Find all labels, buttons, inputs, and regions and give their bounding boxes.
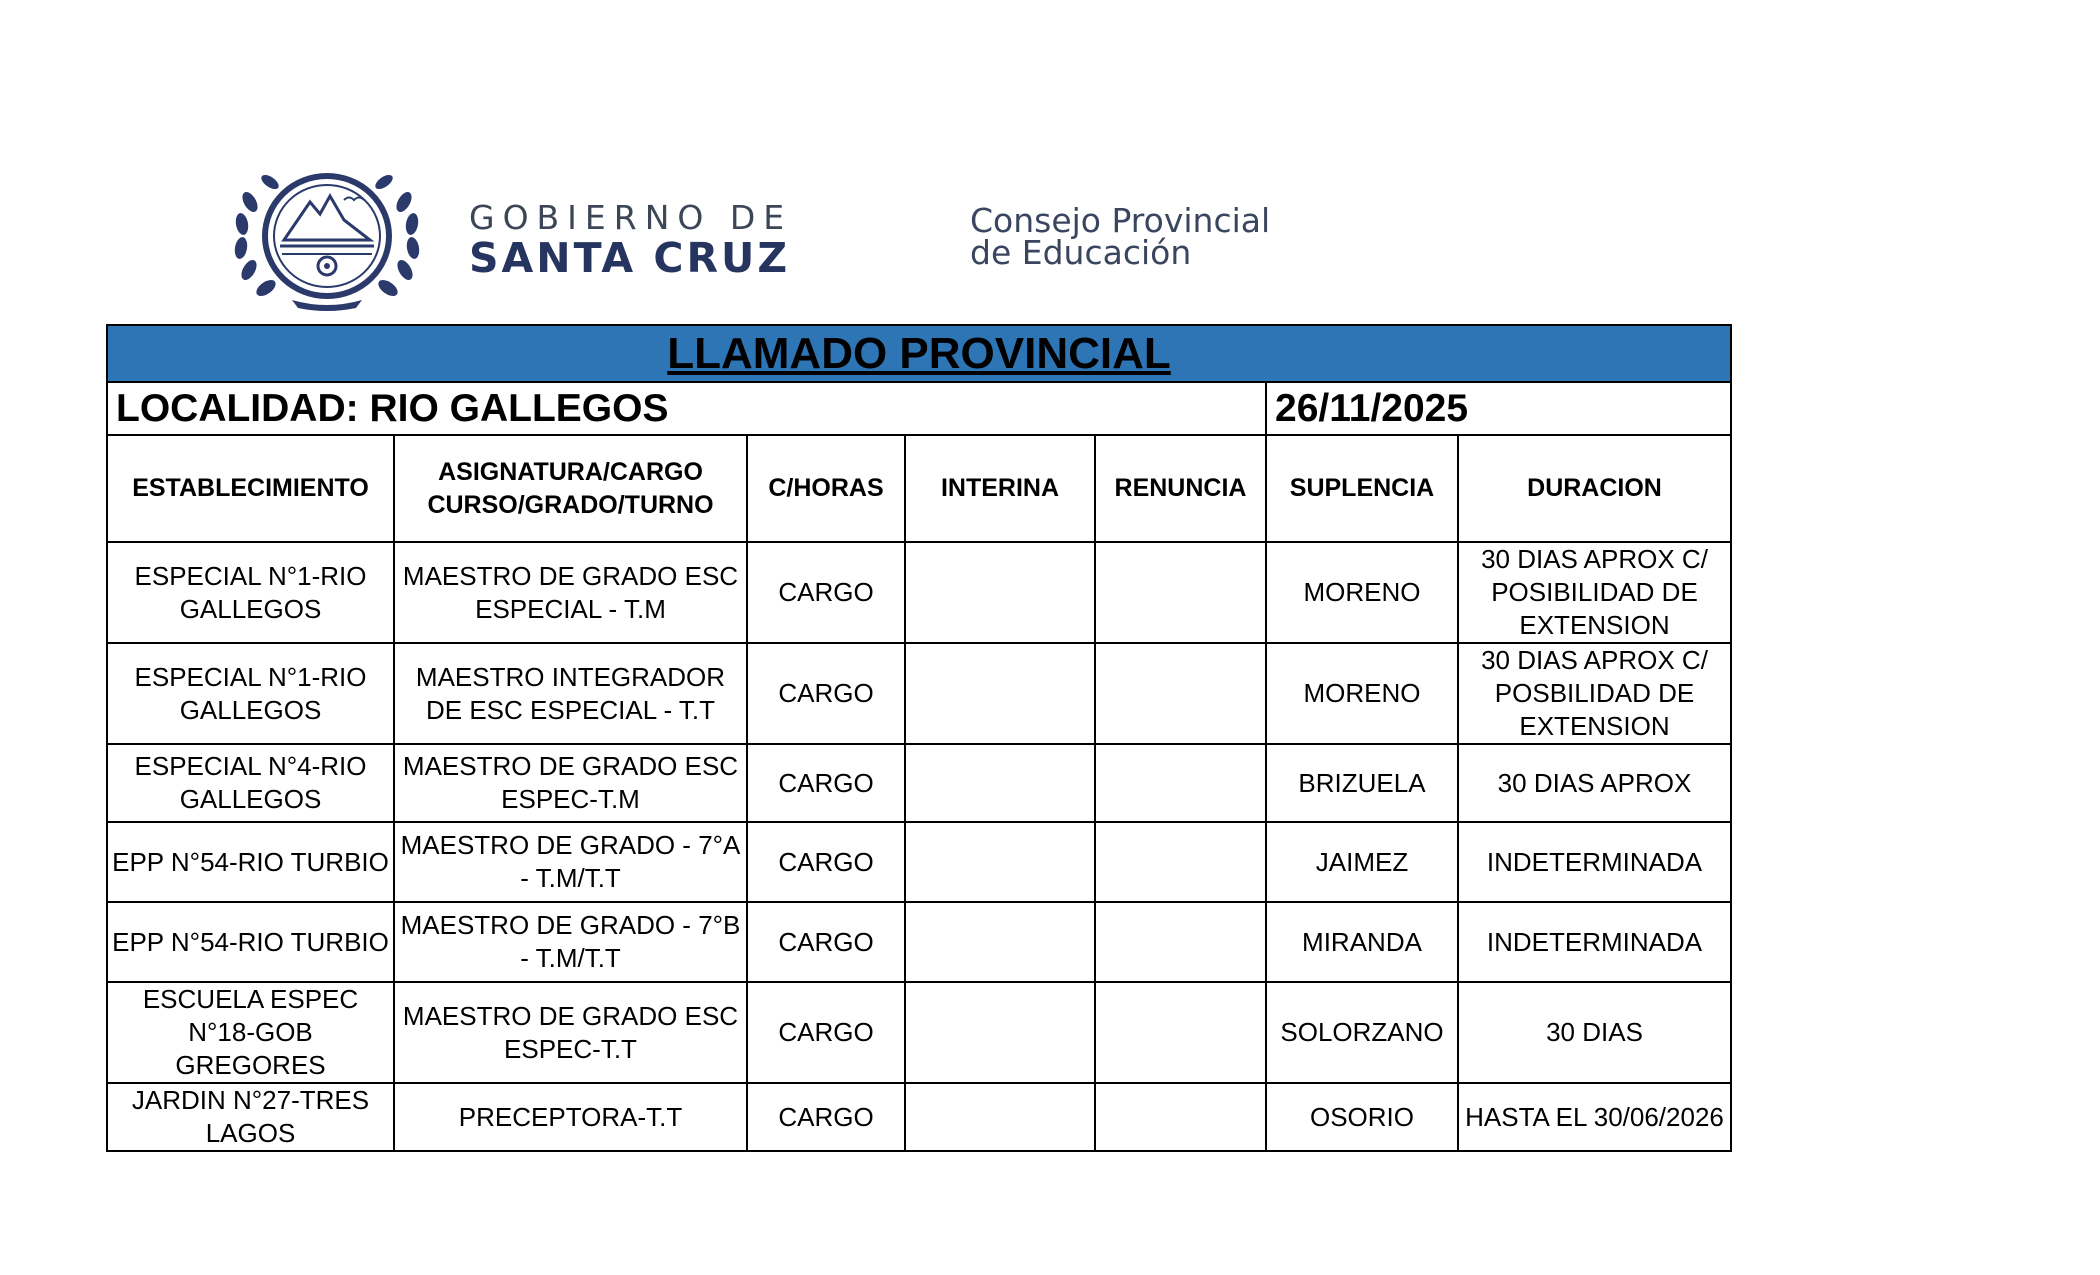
table-cell: CARGO xyxy=(747,643,905,744)
table-cell: 30 DIAS APROX xyxy=(1458,744,1731,822)
table-cell: ESCUELA ESPEC N°18-GOB GREGORES xyxy=(107,982,394,1083)
table-cell: SOLORZANO xyxy=(1266,982,1458,1083)
consejo-line1: Consejo Provincial xyxy=(970,201,1271,240)
table-cell xyxy=(905,902,1095,982)
table-cell: INDETERMINADA xyxy=(1458,902,1731,982)
table-cell: BRIZUELA xyxy=(1266,744,1458,822)
table-cell: EPP N°54-RIO TURBIO xyxy=(107,822,394,902)
column-header: INTERINA xyxy=(905,435,1095,542)
column-header: SUPLENCIA xyxy=(1266,435,1458,542)
table-cell: MAESTRO INTEGRADOR DE ESC ESPECIAL - T.T xyxy=(394,643,747,744)
table-cell: CARGO xyxy=(747,744,905,822)
table-cell xyxy=(1095,982,1266,1083)
table-title: LLAMADO PROVINCIAL xyxy=(667,328,1171,378)
table-cell: MORENO xyxy=(1266,542,1458,643)
table-cell: ESPECIAL N°1-RIO GALLEGOS xyxy=(107,542,394,643)
table-cell xyxy=(1095,902,1266,982)
localidad-cell: LOCALIDAD: RIO GALLEGOS xyxy=(107,382,1266,435)
gobierno-line1: GOBIERNO DE xyxy=(469,198,793,237)
table-cell: OSORIO xyxy=(1266,1083,1458,1151)
table-cell: JARDIN N°27-TRES LAGOS xyxy=(107,1083,394,1151)
fecha-cell: 26/11/2025 xyxy=(1266,382,1731,435)
consejo-wordmark xyxy=(970,201,1271,272)
table-cell: CARGO xyxy=(747,822,905,902)
table-cell: ESPECIAL N°4-RIO GALLEGOS xyxy=(107,744,394,822)
table-cell: ESPECIAL N°1-RIO GALLEGOS xyxy=(107,643,394,744)
table-cell: MAESTRO DE GRADO ESC ESPEC-T.T xyxy=(394,982,747,1083)
table-cell: CARGO xyxy=(747,1083,905,1151)
title-row xyxy=(107,325,1731,382)
gobierno-wordmark xyxy=(469,200,792,280)
column-header: C/HORAS xyxy=(747,435,905,542)
llamado-table xyxy=(106,324,1732,1152)
table-row xyxy=(107,542,1731,643)
gobierno-line2: SANTA CRUZ xyxy=(469,234,791,282)
table-cell xyxy=(905,982,1095,1083)
table-cell xyxy=(905,822,1095,902)
table-cell: CARGO xyxy=(747,982,905,1083)
column-header: ESTABLECIMIENTO xyxy=(107,435,394,542)
table-cell: INDETERMINADA xyxy=(1458,822,1731,902)
column-header: ASIGNATURA/CARGO CURSO/GRADO/TURNO xyxy=(394,435,747,542)
table-cell xyxy=(905,643,1095,744)
table-cell: CARGO xyxy=(747,902,905,982)
table-cell: MAESTRO DE GRADO - 7°A - T.M/T.T xyxy=(394,822,747,902)
title-cell xyxy=(107,325,1731,382)
santa-cruz-seal-logo xyxy=(232,162,422,312)
table-cell: PRECEPTORA-T.T xyxy=(394,1083,747,1151)
table-cell: 30 DIAS APROX C/ POSIBILIDAD DE EXTENSION xyxy=(1458,542,1731,643)
table-cell xyxy=(905,542,1095,643)
column-header: RENUNCIA xyxy=(1095,435,1266,542)
localidad-row xyxy=(107,382,1731,435)
table-row xyxy=(107,643,1731,744)
table-row xyxy=(107,902,1731,982)
table-cell xyxy=(1095,542,1266,643)
consejo-line2: de Educación xyxy=(970,233,1192,272)
table-cell: MAESTRO DE GRADO - 7°B - T.M/T.T xyxy=(394,902,747,982)
table-cell: MIRANDA xyxy=(1266,902,1458,982)
column-header-row xyxy=(107,435,1731,542)
table-row xyxy=(107,744,1731,822)
table-cell: 30 DIAS xyxy=(1458,982,1731,1083)
table-cell xyxy=(1095,744,1266,822)
column-header: DURACION xyxy=(1458,435,1731,542)
table-cell: MAESTRO DE GRADO ESC ESPECIAL - T.M xyxy=(394,542,747,643)
table-cell xyxy=(1095,643,1266,744)
table-cell: MAESTRO DE GRADO ESC ESPEC-T.M xyxy=(394,744,747,822)
table-row xyxy=(107,1083,1731,1151)
table-cell: CARGO xyxy=(747,542,905,643)
table-cell xyxy=(905,744,1095,822)
table-cell: MORENO xyxy=(1266,643,1458,744)
table-row xyxy=(107,982,1731,1083)
table-cell: JAIMEZ xyxy=(1266,822,1458,902)
table-cell xyxy=(905,1083,1095,1151)
table-cell: EPP N°54-RIO TURBIO xyxy=(107,902,394,982)
table-cell xyxy=(1095,822,1266,902)
table-cell xyxy=(1095,1083,1266,1151)
table-cell: 30 DIAS APROX C/ POSBILIDAD DE EXTENSION xyxy=(1458,643,1731,744)
table-cell: HASTA EL 30/06/2026 xyxy=(1458,1083,1731,1151)
table-row xyxy=(107,822,1731,902)
